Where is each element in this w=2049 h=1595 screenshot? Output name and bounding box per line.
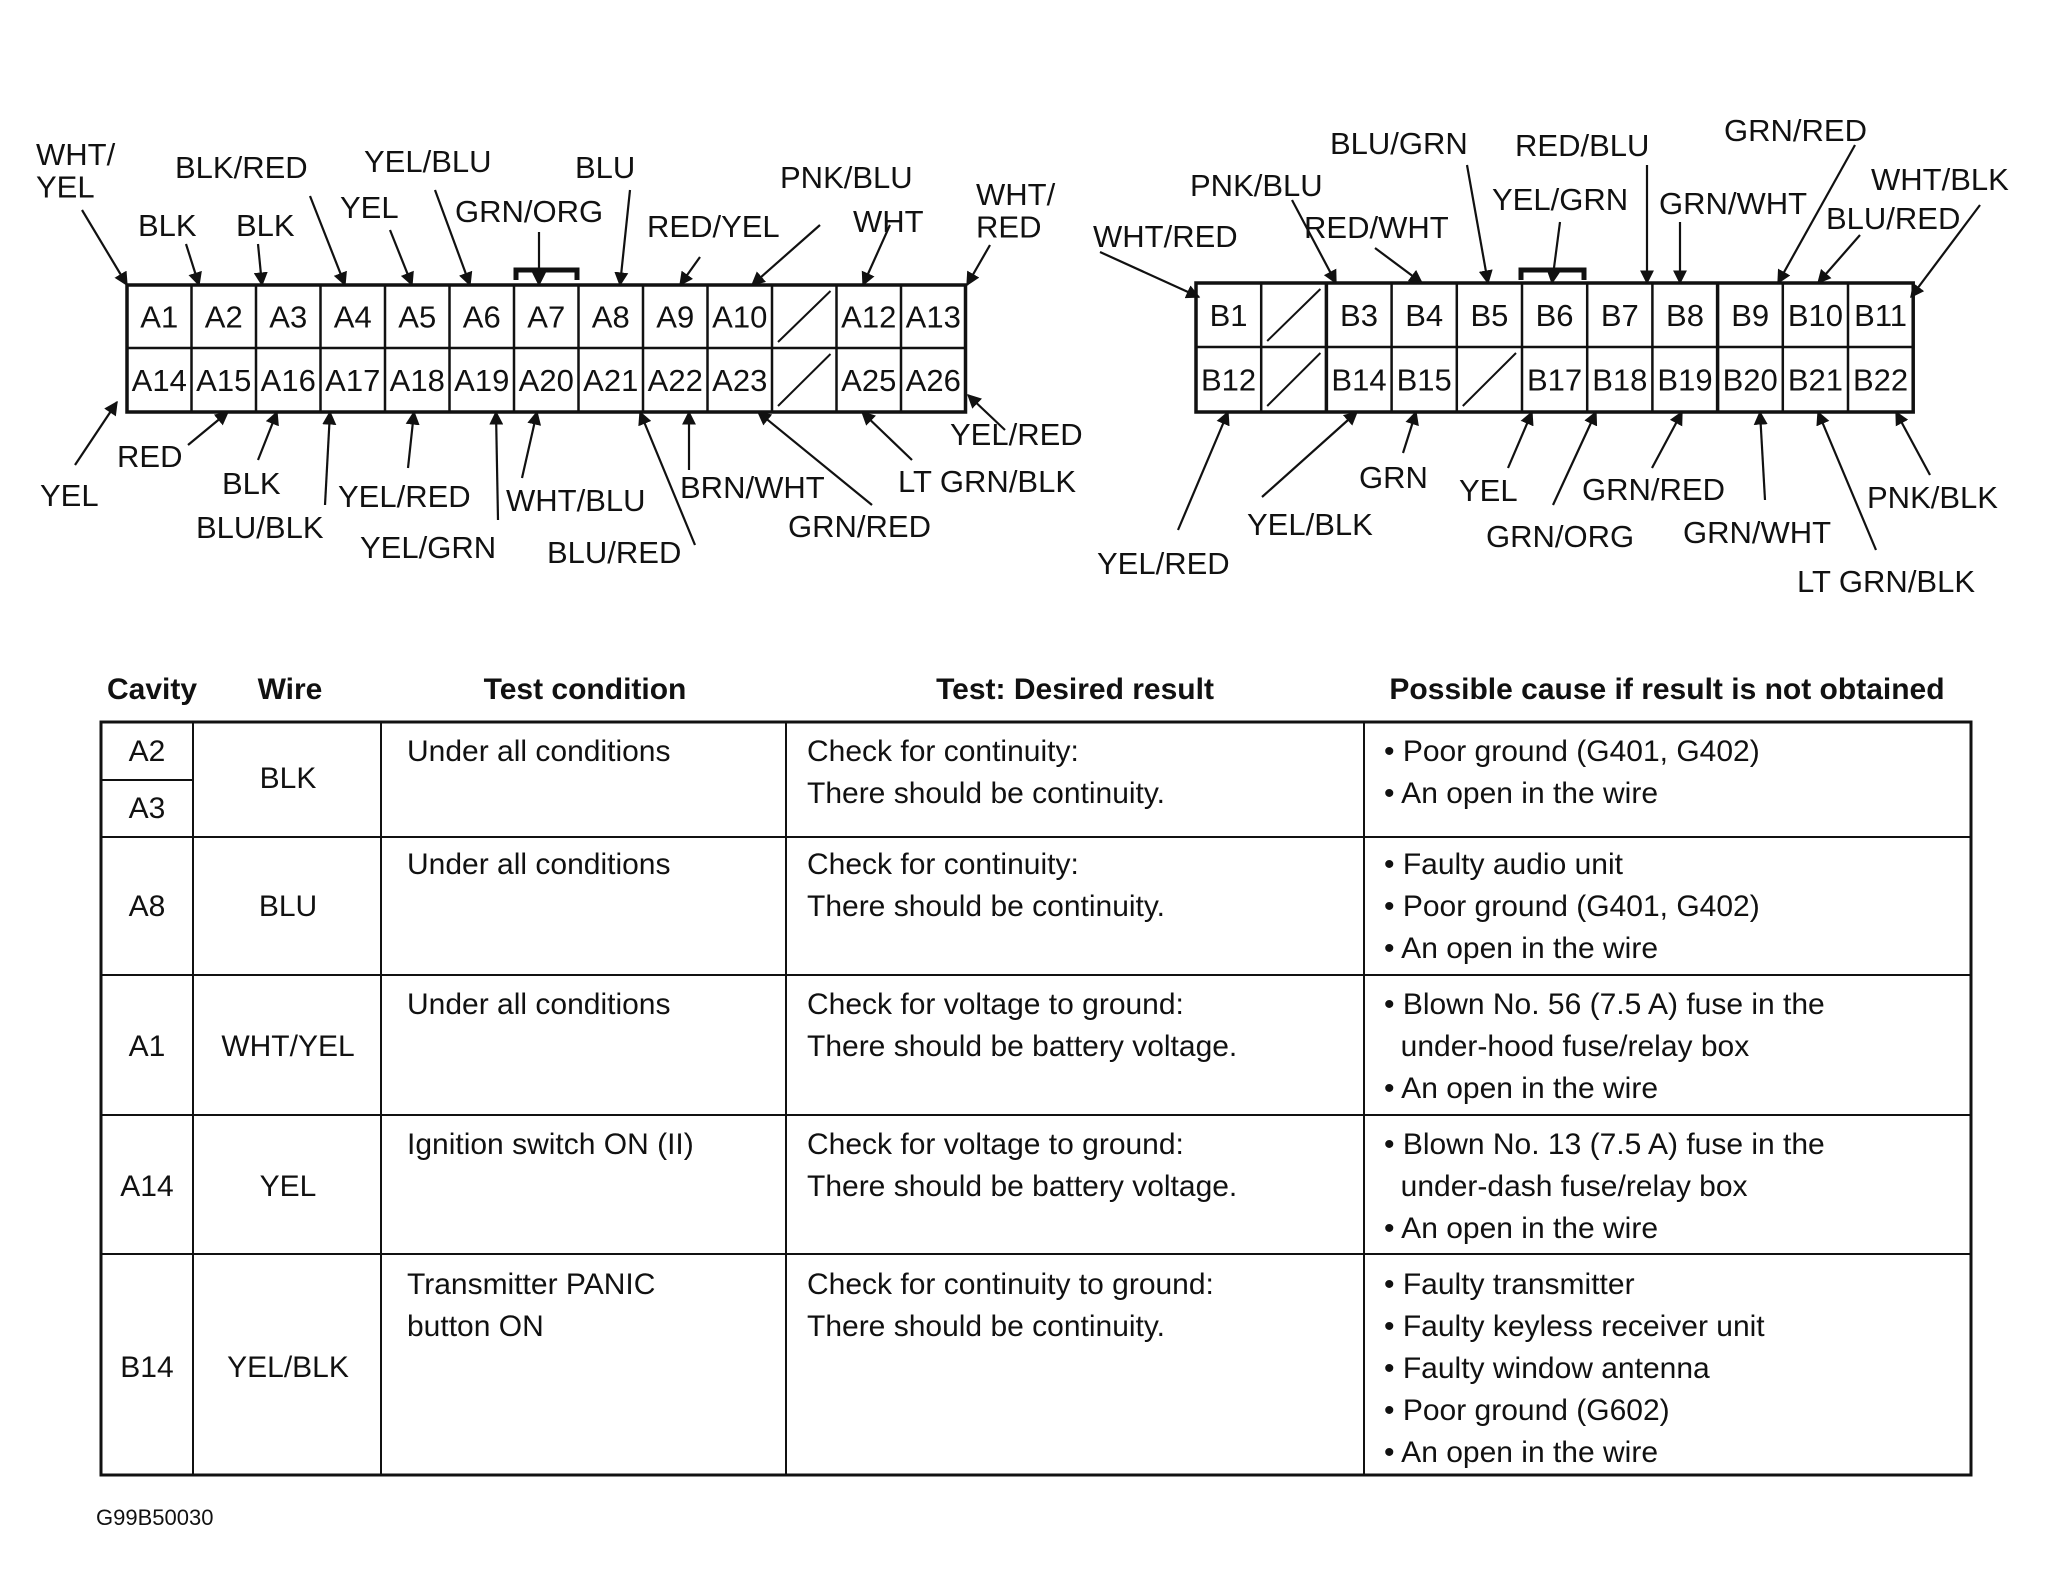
connector-a-cavity-a19: A19	[454, 363, 510, 398]
table-row	[129, 735, 1760, 825]
label-a15: RED	[117, 439, 183, 474]
cavity-cell: A3	[128, 792, 166, 825]
header-possible-cause: Possible cause if result is not obtained	[1389, 673, 1945, 706]
cause-line: • Poor ground (G602)	[1384, 1394, 1670, 1427]
connector-a-cavity-a23: A23	[712, 363, 768, 398]
cause-line: • Faulty transmitter	[1384, 1268, 1635, 1301]
cause-line: • An open in the wire	[1384, 932, 1659, 965]
connector-b-cavity-b21: B21	[1787, 362, 1843, 398]
connector-a-cavity-a9: A9	[656, 299, 695, 335]
cause-line: • An open in the wire	[1384, 1072, 1659, 1105]
label-b5: BLU/GRN	[1330, 126, 1468, 161]
result-line: Check for continuity:	[807, 848, 1079, 881]
connector-a-cavity-a12: A12	[841, 299, 897, 335]
connector-a-cavity-a25: A25	[841, 363, 897, 398]
condition-cell: Transmitter PANIC	[407, 1268, 656, 1301]
result-line: Check for continuity:	[807, 735, 1079, 768]
connector-a-cavity-a8: A8	[591, 299, 630, 335]
cause-line: • Poor ground (G401, G402)	[1384, 890, 1760, 923]
cause-line: • An open in the wire	[1384, 1436, 1659, 1469]
connector-b-cavity-b11: B11	[1854, 298, 1908, 333]
condition-cell: Under all conditions	[407, 988, 671, 1021]
result-line: There should be battery voltage.	[807, 1170, 1238, 1203]
label-a3: BLK	[236, 208, 295, 243]
connector-a-cavity-a4: A4	[333, 299, 372, 335]
result-line: Check for voltage to ground:	[807, 988, 1184, 1021]
label-a1: WHT/ YEL	[36, 137, 116, 205]
label-b17: YEL	[1459, 473, 1518, 508]
cavity-cell: A14	[120, 1170, 174, 1203]
connector-a-cavity-a16: A16	[260, 363, 316, 398]
connector-a-cavity-a26: A26	[905, 363, 961, 398]
cavity-cell: A1	[128, 1030, 166, 1063]
label-a9: RED/YEL	[647, 209, 780, 244]
wire-cell: BLK	[259, 762, 317, 795]
cause-line: • An open in the wire	[1384, 1212, 1659, 1245]
connector-a-cavity-a14: A14	[131, 363, 187, 398]
header-test-condition: Test condition	[483, 673, 687, 706]
connector-a-cavity-a22: A22	[647, 363, 703, 398]
connector-a-latch	[516, 270, 577, 280]
label-b18: GRN/ORG	[1486, 519, 1635, 554]
label-a20: WHT/BLU	[506, 483, 646, 518]
label-b12: YEL/RED	[1097, 546, 1230, 581]
connector-b-cavity-b19: B19	[1657, 362, 1713, 398]
cause-line: • Faulty keyless receiver unit	[1384, 1310, 1765, 1343]
cause-line: under-hood fuse/relay box	[1384, 1030, 1750, 1063]
label-a7: GRN/ORG	[455, 194, 604, 229]
connector-a-cavity-a2: A2	[204, 299, 243, 335]
connector-a-empty-cavity-slash	[778, 354, 831, 406]
connector-b-empty-cavity-slash	[1267, 353, 1320, 406]
connector-b-cavity-b15: B15	[1396, 362, 1452, 398]
label-b3: PNK/BLU	[1190, 168, 1323, 203]
cause-line: • An open in the wire	[1384, 777, 1659, 810]
header-wire: Wire	[257, 673, 323, 706]
label-a25: LT GRN/BLK	[898, 464, 1077, 499]
wire-cell: BLU	[258, 890, 318, 923]
label-a22: BRN/WHT	[680, 470, 825, 505]
label-b8: GRN/WHT	[1659, 186, 1808, 221]
condition-cell: Under all conditions	[407, 735, 671, 768]
wire-cell: YEL/BLK	[227, 1351, 349, 1384]
wire-cell: WHT/YEL	[221, 1030, 355, 1063]
header-cavity: Cavity	[106, 673, 198, 706]
table-row	[120, 1128, 1824, 1245]
connector-b-cavity-b5: B5	[1470, 298, 1509, 333]
table-row	[129, 848, 1760, 965]
label-a14: YEL	[40, 478, 99, 513]
connector-a-cavity-a6: A6	[462, 299, 501, 335]
label-a2: BLK	[138, 208, 197, 243]
connector-b-cavity-b8: B8	[1666, 298, 1704, 333]
cause-line: • Blown No. 13 (7.5 A) fuse in the	[1384, 1128, 1825, 1161]
label-a5: YEL	[340, 190, 399, 225]
label-a12: WHT	[853, 204, 924, 239]
label-b7: RED/BLU	[1515, 128, 1650, 163]
label-b19: GRN/RED	[1582, 472, 1725, 507]
connector-b-cavity-b12: B12	[1201, 362, 1257, 398]
test-table	[101, 673, 1971, 1475]
label-b1: WHT/RED	[1093, 219, 1238, 254]
connector-a-cavity-a21: A21	[583, 363, 639, 398]
connector-a-cavity-a15: A15	[196, 363, 252, 398]
connector-b	[1196, 270, 1913, 412]
connector-b-cavity-b22: B22	[1853, 362, 1909, 398]
connector-b-empty-cavity-slash	[1267, 289, 1320, 341]
label-b10: BLU/RED	[1826, 201, 1961, 236]
connector-b-empty-cavity-slash	[1463, 353, 1516, 406]
connector-a-cavity-a13: A13	[905, 299, 961, 335]
connector-a-cavity-a3: A3	[269, 299, 308, 335]
connector-a-cavity-a17: A17	[325, 363, 381, 398]
label-b6: YEL/GRN	[1492, 182, 1629, 217]
label-b14: YEL/BLK	[1247, 507, 1373, 542]
label-b9: GRN/RED	[1724, 113, 1867, 148]
connector-b-cavity-b3: B3	[1340, 298, 1378, 333]
cavity-cell: A8	[128, 890, 166, 923]
label-a18: YEL/RED	[338, 479, 471, 514]
label-a17: BLU/BLK	[196, 510, 324, 545]
connector-b-cavity-b6: B6	[1535, 298, 1574, 333]
connector-a-empty-cavity-slash	[778, 291, 831, 342]
label-b4: RED/WHT	[1304, 210, 1449, 245]
label-b22: PNK/BLK	[1867, 480, 1998, 515]
connector-a	[127, 270, 966, 412]
label-a6: YEL/BLU	[364, 144, 492, 179]
cause-line: • Blown No. 56 (7.5 A) fuse in the	[1384, 988, 1825, 1021]
connector-a-cavity-a1: A1	[140, 299, 179, 335]
table-row	[120, 1268, 1765, 1469]
label-b20: GRN/WHT	[1683, 515, 1832, 550]
result-line: Check for voltage to ground:	[807, 1128, 1184, 1161]
cavity-cell: B14	[120, 1351, 174, 1384]
label-b21: LT GRN/BLK	[1797, 564, 1976, 599]
label-b11: WHT/BLK	[1871, 162, 2009, 197]
connector-b-cavity-b18: B18	[1592, 362, 1648, 398]
cause-line: • Faulty audio unit	[1384, 848, 1623, 881]
label-a13: WHT/ RED	[976, 177, 1056, 245]
connector-a-cavity-a10: A10	[712, 299, 768, 335]
label-b15: GRN	[1359, 460, 1428, 495]
label-a21: BLU/RED	[547, 535, 682, 570]
result-line: There should be continuity.	[807, 777, 1165, 810]
connector-b-cavity-b17: B17	[1527, 362, 1583, 398]
connector-a-cavity-a18: A18	[389, 363, 445, 398]
condition-cell: button ON	[407, 1310, 544, 1343]
label-a23: GRN/RED	[788, 509, 931, 544]
connector-b-cavity-b4: B4	[1405, 298, 1444, 333]
result-line: There should be continuity.	[807, 1310, 1165, 1343]
label-a26: YEL/RED	[950, 417, 1083, 452]
wire-cell: YEL	[259, 1170, 317, 1203]
label-a19: YEL/GRN	[360, 530, 497, 565]
figure-code: G99B50030	[96, 1505, 214, 1530]
cause-line: under-dash fuse/relay box	[1384, 1170, 1748, 1203]
connector-b-cavity-b10: B10	[1787, 298, 1843, 333]
result-line: There should be continuity.	[807, 890, 1165, 923]
cause-line: • Poor ground (G401, G402)	[1384, 735, 1760, 768]
connector-a-cavity-a20: A20	[518, 363, 574, 398]
connector-b-cavity-b14: B14	[1331, 362, 1387, 398]
condition-cell: Under all conditions	[407, 848, 671, 881]
cause-line: • Faulty window antenna	[1384, 1352, 1710, 1385]
header-desired-result: Test: Desired result	[936, 673, 1214, 706]
table-row	[129, 988, 1825, 1105]
label-a10: PNK/BLU	[780, 160, 913, 195]
connector-b-cavity-b9: B9	[1731, 298, 1770, 333]
label-a16: BLK	[222, 466, 281, 501]
connector-a-cavity-a7: A7	[527, 299, 566, 335]
cavity-cell: A2	[128, 735, 166, 768]
connector-a-cavity-a5: A5	[398, 299, 437, 335]
connector-b-cavity-b20: B20	[1722, 362, 1778, 398]
wire-labels	[36, 113, 2009, 599]
result-line: There should be battery voltage.	[807, 1030, 1238, 1063]
result-line: Check for continuity to ground:	[807, 1268, 1214, 1301]
label-a8: BLU	[575, 150, 636, 185]
connector-b-cavity-b7: B7	[1600, 298, 1639, 333]
condition-cell: Ignition switch ON (II)	[407, 1128, 694, 1161]
connector-b-cavity-b1: B1	[1209, 298, 1248, 333]
label-a4: BLK/RED	[175, 150, 308, 185]
